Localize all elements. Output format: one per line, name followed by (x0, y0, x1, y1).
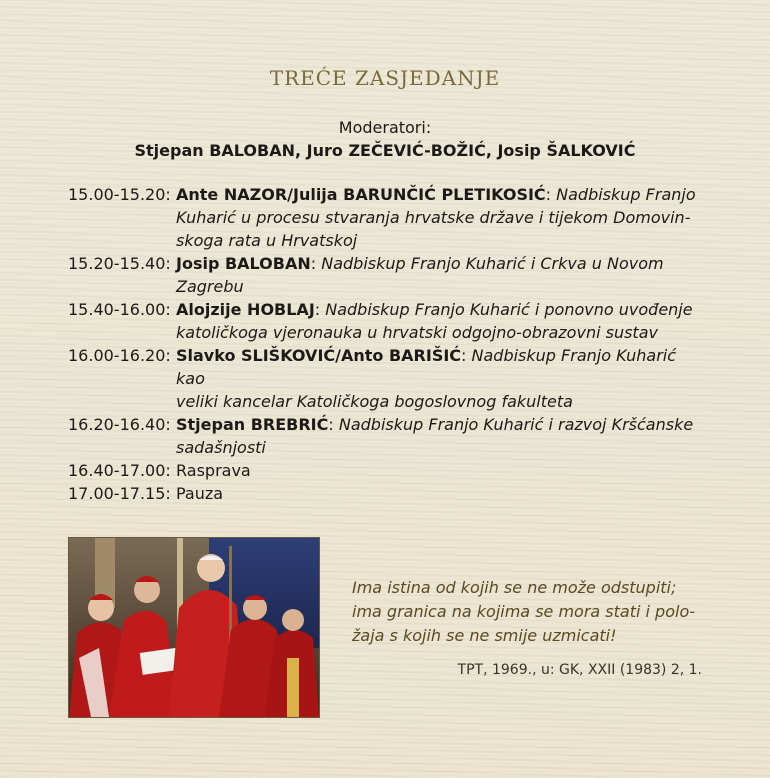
program-plain: Rasprava (176, 461, 251, 480)
program-talk: Nadbiskup Franjo Kuharić kao (176, 346, 677, 388)
program-body (176, 413, 706, 459)
program-time: 17.00-17.15: (68, 484, 171, 503)
program-talk: Nadbiskup Franjo Kuharić i ponovno uvođenje (325, 300, 693, 319)
program-sep: : (461, 346, 467, 365)
moderators-names: Stjepan BALOBAN, Juro ZEČEVIĆ-BOŽIĆ, Josip ŠALKOVIĆ (134, 141, 636, 160)
program-item (68, 413, 718, 459)
quote-line: žaja s kojih se ne smije uzmicati! (352, 626, 617, 645)
program-item (68, 482, 718, 505)
program-sep: : (545, 185, 552, 204)
program-speaker: Slavko SLIŠKOVIĆ/Anto BARIŠIĆ (176, 346, 462, 365)
program-time: 16.00-16.20: (68, 346, 171, 365)
program-talk: Nadbiskup Franjo Kuharić i Crkva u Novom (321, 254, 664, 273)
program-body (176, 344, 706, 413)
program-item (68, 298, 718, 344)
program-speaker: Ante NAZOR/Julija BARUNČIĆ PLETIKOSIĆ (176, 185, 546, 204)
program-talk: Kuharić u procesu stvaranja hrvatske države i tijekom Domovin- (176, 208, 691, 227)
program-talk: Nadbiskup Franjo (556, 185, 696, 204)
program-item (68, 344, 718, 413)
program-sep: : (328, 415, 334, 434)
program-body (176, 252, 706, 298)
program-plain: Pauza (176, 484, 224, 503)
photo-illustration (69, 538, 319, 717)
program-talk: veliki kancelar Katoličkoga bogoslovnog fakulteta (176, 392, 573, 411)
program-speaker: Josip BALOBAN (176, 254, 311, 273)
program-time: 15.40-16.00: (68, 300, 171, 319)
program-time: 15.20-15.40: (68, 254, 171, 273)
program-sep: : (314, 300, 321, 319)
program-talk: Zagrebu (176, 277, 244, 296)
program-item (68, 459, 718, 482)
program-time: 16.40-17.00: (68, 461, 171, 480)
program-item (68, 252, 718, 298)
program-time: 16.20-16.40: (68, 415, 171, 434)
program-speaker: Stjepan BREBRIĆ (176, 415, 329, 434)
program-sep: : (310, 254, 317, 273)
quote-source: TPT, 1969., u: GK, XXII (1983) 2, 1. (457, 662, 702, 678)
program-speaker: Alojzije HOBLAJ (176, 300, 315, 319)
program-talk: sadašnjosti (176, 438, 266, 457)
program-body (176, 298, 706, 344)
program-talk: skoga rata u Hrvatskoj (176, 231, 358, 250)
program-item (68, 183, 718, 252)
cardinals-photo (68, 537, 320, 718)
quote-line: ima granica na kojima se mora stati i polo- (352, 602, 695, 621)
program-list (68, 183, 718, 505)
page-title: TREĆE ZASJEDANJE (269, 66, 501, 90)
program-talk: katoličkoga vjeronauka u hrvatski odgojno-obrazovni sustav (176, 323, 658, 342)
moderators-label: Moderatori: (338, 118, 432, 137)
quote-line: Ima istina od kojih se ne može odstupiti; (352, 578, 677, 597)
program-talk: Nadbiskup Franjo Kuharić i razvoj Kršćanske (338, 415, 694, 434)
quote-block (352, 576, 712, 648)
program-body (176, 183, 706, 252)
program-time: 15.00-15.20: (68, 185, 171, 204)
